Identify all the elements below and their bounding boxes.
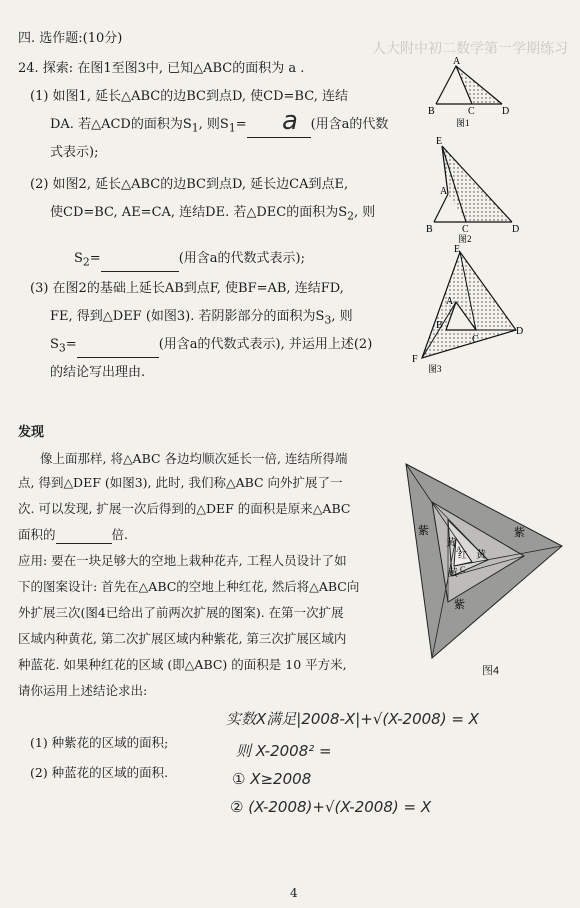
q24-p2-text-a: 使CD=BC, AE=CA, 连结DE. 若△DEC的面积为S bbox=[50, 205, 348, 220]
fig1-label-a: A bbox=[453, 56, 461, 67]
answer-blank-s1[interactable] bbox=[247, 123, 311, 138]
q24-p3-line1: (3) 在图2的基础上延长AB到点F, 使BF=AB, 连结FD, bbox=[30, 281, 344, 296]
fig4-label-red: 红 bbox=[458, 550, 468, 560]
fig2-label-e: E bbox=[436, 136, 443, 147]
discovery-line1: 像上面那样, 将△ABC 各边均顺次延长一倍, 连结所得端 bbox=[40, 451, 348, 466]
q24-p1-line3: 式表示); bbox=[50, 145, 99, 160]
q24-p2-text-c: (用含a的代数式表示); bbox=[178, 251, 305, 266]
fig4-caption: 图4 bbox=[482, 665, 500, 677]
fig1-label-c: C bbox=[468, 106, 475, 117]
q24-p1-text-c: (用含a的代数 bbox=[310, 117, 389, 132]
fig1-label-b: B bbox=[428, 106, 435, 117]
figure-2 bbox=[420, 134, 530, 244]
ask-purple-area: (1) 种紫花的区域的面积; bbox=[30, 735, 169, 750]
fig4-label-c: C bbox=[460, 565, 466, 574]
q24-p3-line2: FE, 得到△DEF (如图3). 若阴影部分的面积为$S_3$, 则 bbox=[50, 309, 353, 327]
q24-p3-line4: 的结论写出理由. bbox=[50, 365, 146, 380]
discovery-line2: 点, 得到△DEF (如图3), 此时, 我们称△ABC 向外扩展了一 bbox=[18, 475, 343, 490]
fig3-label-e: E bbox=[454, 244, 461, 255]
q24-p3-s3: S bbox=[50, 337, 59, 352]
ghost-header: 人大附中初二数学第一学期练习 bbox=[372, 41, 568, 57]
fig2-label-c: C bbox=[462, 224, 469, 235]
fig1-caption: 图1 bbox=[456, 118, 470, 128]
fig4-label-a: A bbox=[456, 545, 462, 554]
fig4-label-yellow-right: 黄 bbox=[476, 550, 486, 561]
fig3-caption: 图3 bbox=[428, 364, 442, 374]
handwriting-line2: 则 X-2008² = bbox=[236, 742, 332, 760]
discovery-heading: 发现 bbox=[18, 425, 45, 440]
application-line1: 应用: 要在一块足够大的空地上栽种花卉, 工程人员设计了如 bbox=[18, 553, 347, 568]
application-line3: 外扩展三次(图4已给出了前两次扩展的图案). 在第一次扩展 bbox=[18, 605, 344, 620]
discovery-line4 bbox=[18, 526, 128, 544]
handwriting-line3: ① X≥2008 bbox=[232, 770, 312, 788]
fig4-label-purple-left: 紫 bbox=[418, 525, 429, 537]
answer-blank-s3[interactable] bbox=[77, 343, 159, 358]
application-line4: 区域内种黄花, 第二次扩展区域内种紫花, 第三次扩展区域内 bbox=[18, 631, 347, 646]
q24-p1-text-a: DA. 若△ACD的面积为S bbox=[50, 117, 192, 132]
page-number: 4 bbox=[290, 886, 298, 900]
fig4-label-purple-bottom: 紫 bbox=[454, 599, 465, 611]
q24-intro: 24. 探索: 在图1至图3中, 已知△ABC的面积为 a . bbox=[18, 61, 305, 76]
fig2-label-b: B bbox=[426, 224, 433, 235]
fig3-label-d: D bbox=[516, 326, 524, 337]
fig2-label-d: D bbox=[512, 224, 520, 235]
discovery-text-a: 面积的 bbox=[18, 527, 56, 542]
fig4-label-yellow-bottom: 黄 bbox=[448, 568, 458, 579]
figure-3 bbox=[412, 244, 542, 374]
discovery-line3: 次. 可以发现, 扩展一次后得到的△DEF 的面积是原来△ABC bbox=[18, 501, 351, 516]
application-line5: 种蓝花. 如果种红花的区域 (即△ABC) 的面积是 10 平方米, bbox=[18, 657, 347, 672]
q24-p2-text-b: , 则 bbox=[354, 205, 376, 220]
q24-p2-line2: 使CD=BC, AE=CA, 连结DE. 若△DEC的面积为$S_2$, 则 bbox=[50, 205, 376, 223]
q24-p2-s2: S bbox=[74, 251, 83, 266]
fig3-label-b: B bbox=[436, 320, 443, 331]
fig1-label-d: D bbox=[502, 106, 510, 117]
fig2-label-a: A bbox=[440, 186, 448, 197]
figure-1 bbox=[420, 56, 520, 128]
q24-p1-line1: (1) 如图1, 延长△ABC的边BC到点D, 使CD=BC, 连结 bbox=[30, 89, 348, 104]
fig3-label-f: F bbox=[412, 354, 418, 365]
handwriting-line1: 实数X满足|2008-X|+√(X-2008) = X bbox=[226, 710, 479, 728]
q24-p3-text-b: , 则 bbox=[331, 309, 353, 324]
application-line6: 请你运用上述结论求出: bbox=[18, 683, 148, 698]
q24-p3-text-a: FE, 得到△DEF (如图3). 若阴影部分的面积为S bbox=[50, 309, 325, 324]
answer-blank-s2[interactable] bbox=[101, 257, 179, 272]
fig3-label-a: A bbox=[446, 296, 454, 307]
section-heading: 四. 选作题:(10分) bbox=[18, 31, 123, 46]
q24-p3-line3: $S_3=$ (用含a的代数式表示), 并运用上述(2) bbox=[50, 336, 372, 358]
handwriting-line4: ② (X-2008)+√(X-2008) = X bbox=[230, 798, 432, 816]
q24-p2-line3: $S_2=$ (用含a的代数式表示); bbox=[74, 250, 305, 272]
fig4-label-purple-right: 紫 bbox=[514, 527, 525, 539]
q24-p3-text-c: (用含a的代数式表示), 并运用上述(2) bbox=[158, 337, 373, 352]
fig4-label-yellow-left: 黄 bbox=[446, 538, 456, 549]
handwritten-answer-s1: a bbox=[282, 106, 298, 136]
discovery-text-b: 倍. bbox=[111, 527, 128, 542]
q24-p2-line1: (2) 如图2, 延长△ABC的边BC到点D, 延长边CA到点E, bbox=[30, 177, 349, 192]
answer-blank-multiple[interactable] bbox=[56, 529, 112, 544]
q24-p1-text-b: , 则S bbox=[198, 117, 229, 132]
ask-blue-area: (2) 种蓝花的区域的面积. bbox=[30, 765, 169, 780]
application-line2: 下的图案设计: 首先在△ABC的空地上种红花, 然后将△ABC向 bbox=[18, 579, 360, 594]
figure-4 bbox=[396, 458, 568, 678]
fig3-label-c: C bbox=[472, 334, 479, 345]
q24-p1-line2: DA. 若△ACD的面积为$S_1$, 则$S_1=$ (用含a的代数 bbox=[50, 116, 388, 138]
fig2-caption: 图2 bbox=[458, 234, 472, 244]
